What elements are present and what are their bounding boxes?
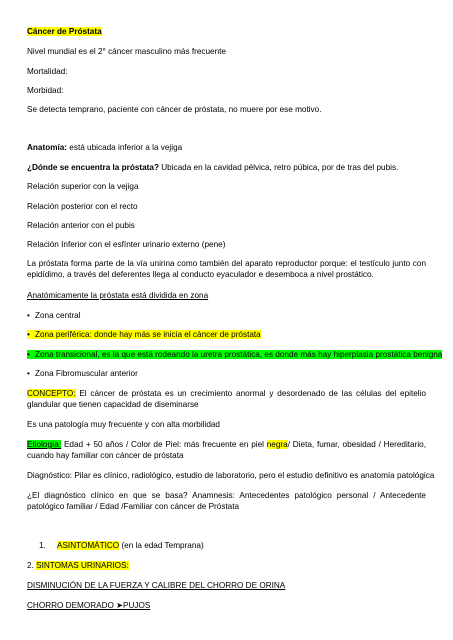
etiologia-label: Etiología: bbox=[27, 440, 62, 449]
anat-dividida-text: Anatómicamente la próstata está dividida en zona bbox=[27, 291, 209, 300]
doc-title bbox=[27, 26, 426, 37]
bullet-zona-transicional bbox=[27, 349, 443, 360]
etiologia-text-a: Edad + 50 años / Color de Piel: más frecuente en piel bbox=[61, 440, 267, 449]
item2-number: 2. bbox=[27, 561, 34, 570]
bullet-icon: • bbox=[27, 330, 30, 339]
donde-text: Ubicada en la cavidad pélvica, retro púbica, por de tras del pubis. bbox=[158, 163, 399, 172]
bullet-icon: • bbox=[27, 369, 30, 378]
line-rel-posterior: Relación posterior con el recto bbox=[27, 202, 138, 211]
donde-label: ¿Dónde se encuentra la próstata? bbox=[27, 163, 159, 172]
line-rel-anterior: Relación anterior con el pubis bbox=[27, 221, 135, 230]
chorro-text-a: CHORRO DEMORADO bbox=[27, 601, 117, 610]
list-item-sintomas bbox=[27, 560, 426, 571]
etiologia-text-b: / Dieta, fumar, obesidad / Hereditario, cuando hay familiar con cáncer de próstata bbox=[27, 440, 426, 460]
anatomia-text: está ubicada inferior a la vejiga bbox=[67, 143, 183, 152]
bullet-icon: • bbox=[27, 311, 30, 320]
line-detecta: Se detecta temprano, paciente con cáncer de próstata, no muere por ese motivo. bbox=[27, 105, 322, 114]
line-rel-superior: Relación superior con la vejiga bbox=[27, 182, 139, 191]
zona-central-text: Zona central bbox=[35, 311, 81, 320]
line-disminucion bbox=[27, 580, 426, 591]
etiologia-negra: negra bbox=[266, 440, 288, 449]
line-diagnostico: Diagnóstico: Pilar es clínico, radiológico, estudio de laboratorio, pero el estudio definitivo es anatomía patológica bbox=[27, 471, 435, 480]
para-etiologia bbox=[27, 439, 426, 461]
doc-title-text: Cáncer de Próstata bbox=[27, 27, 102, 36]
zona-periferica-text: Zona periférica: donde hay más se inicia el cáncer de próstata bbox=[35, 330, 261, 339]
bullet-zona-periferica bbox=[27, 329, 426, 340]
concepto-text: El cáncer de próstata es un crecimiento anormal y desordenado de las células del epitelio glandular que tienen capacidad de diseminarse bbox=[27, 389, 426, 409]
concepto-label: CONCEPTO: bbox=[27, 389, 76, 398]
line-anatomia bbox=[27, 142, 426, 153]
line-mortalidad: Mortalidad: bbox=[27, 67, 68, 76]
line-anat-dividida bbox=[27, 290, 426, 301]
chorro-text-b: PUJOS bbox=[123, 601, 151, 610]
zona-transicional-text: Zona transicional, es la que está rodeando la uretra prostática, es donde más hay hiperplasia prostática benigna bbox=[35, 350, 443, 359]
line-morbidad: Morbidad: bbox=[27, 86, 64, 95]
list-item-asintomatico bbox=[27, 540, 426, 551]
item1-text: (en la edad Temprana) bbox=[119, 541, 204, 550]
anatomia-label: Anatomía: bbox=[27, 143, 68, 152]
para-concepto bbox=[27, 388, 426, 410]
bullet-zona-fibromuscular bbox=[27, 368, 426, 379]
item1-number: 1. bbox=[39, 541, 46, 550]
item1-label: ASINTOMÁTICO bbox=[57, 541, 120, 550]
para-prostata: La próstata forma parte de la vía unirina como también del aparato reproductor porque: el testículo junto con epidídimo, a través del deferentes llega al conducto eyaculador e desemboca a nivel prostático. bbox=[27, 259, 426, 279]
zona-fibro-text: Zona Fibromuscular anterior bbox=[35, 369, 138, 378]
line-nivel-mundial: Nivel mundial es el 2° cáncer masculino más frecuente bbox=[27, 47, 226, 56]
line-donde bbox=[27, 162, 426, 173]
line-rel-inferior: Relación Inferior con el esfínter urinario externo (pene) bbox=[27, 240, 226, 249]
bullet-icon: • bbox=[27, 350, 30, 359]
item2-label: SINTOMAS URINARIOS: bbox=[36, 561, 129, 570]
arrow-right-icon: ➤ bbox=[116, 601, 124, 610]
disminucion-text: DISMINUCIÓN DE LA FUERZA Y CALIBRE DEL CHORRO DE ORINA bbox=[27, 581, 286, 590]
line-chorro bbox=[27, 600, 426, 611]
bullet-zona-central bbox=[27, 310, 426, 321]
para-diag-clinico: ¿El diagnóstico clínico en que se basa? Anamnesis: Antecedentes patológico personal / Antecedente patológico familiar / Edad /Familiar con cáncer de Próstata bbox=[27, 491, 426, 511]
line-patologia: Es una patología muy frecuente y con alta morbilidad bbox=[27, 420, 220, 429]
